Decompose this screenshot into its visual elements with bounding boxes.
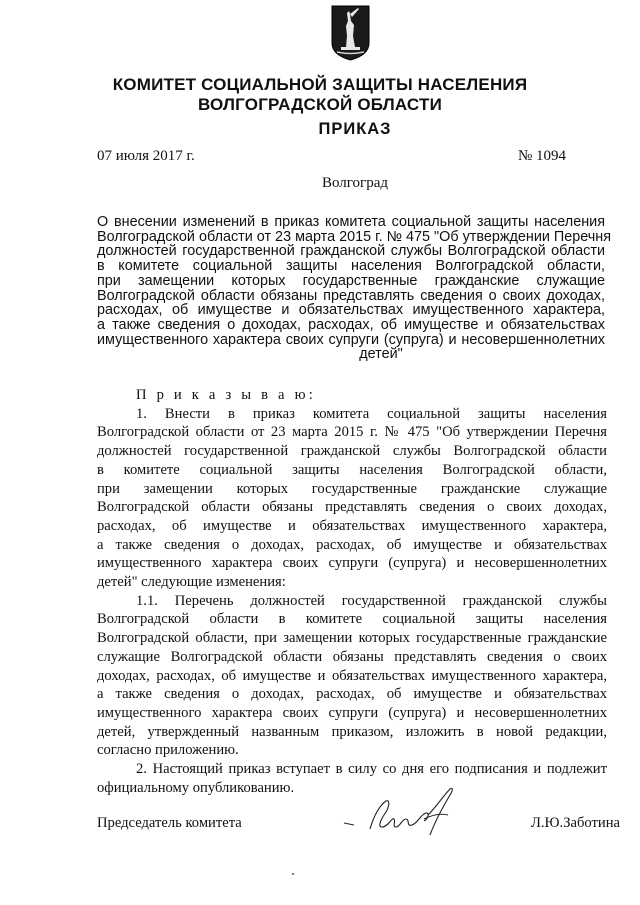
subject-line: расходах, об имуществе и обязательствах имущественного характера,	[97, 302, 605, 319]
paragraph-1-line: имущественного характера своих супруги (супруга) и несовершеннолетних	[97, 555, 607, 572]
document-date: 07 июля 2017 г.	[97, 148, 195, 164]
paragraph-1-line: в комитете социальной защиты населения Волгоградской области,	[97, 461, 607, 478]
paragraph-1-line: расходах, об имуществе и обязательствах имущественного характера,	[97, 517, 607, 534]
subject-line: детей"	[359, 346, 403, 363]
organization-name-line1: КОМИТЕТ СОЦИАЛЬНОЙ ЗАЩИТЫ НАСЕЛЕНИЯ	[112, 75, 528, 94]
subject-line: имущественного характера своих супруги (супруга) и несовершеннолетних	[97, 331, 605, 348]
handwritten-signature	[340, 785, 470, 840]
subject-line: при замещении которых государственные гражданские служащие	[97, 272, 605, 289]
document-body	[97, 386, 607, 797]
subject-line: Волгоградской области обязаны представлять сведения о своих доходах,	[97, 287, 605, 304]
paragraph-1-line: Волгоградской области обязаны представлять сведения о своих доходах,	[97, 499, 607, 516]
subject-line: Волгоградской области от 23 марта 2015 г. № 475 "Об утверждении Перечня	[97, 228, 612, 245]
subject-line: должностей государственной гражданской службы Волгоградской области	[97, 243, 605, 260]
paragraph-1-1-line: согласно приложению.	[97, 742, 239, 759]
paragraph-1-line: при замещении которых государственные гражданские служащие	[97, 480, 607, 497]
scan-speck	[292, 873, 294, 875]
paragraph-1-1-line: 1.1. Перечень должностей государственной гражданской службы	[136, 592, 607, 609]
order-word: П р и к а з ы в а ю:	[136, 387, 316, 403]
document-subject	[97, 214, 612, 363]
paragraph-1-line: должностей государственной гражданской службы Волгоградской области	[97, 443, 607, 460]
paragraph-1-line: а также сведения о доходах, расходах, об имуществе и обязательствах	[97, 536, 607, 553]
document-type-title: ПРИКАЗ	[318, 120, 392, 138]
paragraph-1-line: детей" следующие изменения:	[97, 574, 286, 591]
subject-line: в комитете социальной защиты населения Волгоградской области,	[97, 258, 605, 275]
organization-name-line2: ВОЛГОГРАДСКОЙ ОБЛАСТИ	[198, 95, 442, 114]
paragraph-2-line: 2. Настоящий приказ вступает в силу со дня его подписания и подлежит	[136, 761, 607, 778]
signatory-name: Л.Ю.Заботина	[531, 815, 620, 831]
paragraph-2-line: официальному опубликованию.	[97, 779, 295, 796]
paragraph-1-1-line: Волгоградской области в комитете социальной защиты населения	[97, 611, 607, 628]
document-number: № 1094	[518, 148, 567, 164]
paragraph-1-1-line: а также сведения о доходах, расходах, об имуществе и обязательствах	[97, 686, 607, 703]
document-city: Волгоград	[321, 175, 388, 191]
paragraph-1-1-line: доходах, расходах, об имуществе и обязательствах имущественного характера,	[97, 667, 607, 684]
paragraph-1-1-line: служащие Волгоградской области обязаны представлять сведения о своих	[97, 648, 607, 665]
paragraph-1-1-line: Волгоградской области, при замещении которых государственные гражданские	[97, 630, 607, 647]
paragraph-1-1-line: имущественного характера своих супруги (супруга) и несовершеннолетних	[97, 704, 607, 721]
paragraph-1-line: Волгоградской области от 23 марта 2015 г. № 475 "Об утверждении Перечня	[97, 424, 607, 441]
volgograd-coat-of-arms-icon	[331, 5, 370, 61]
subject-line: а также сведения о доходах, расходах, об имуществе и обязательствах	[97, 316, 605, 333]
paragraph-1-1-line: детей, утвержденный названным приказом, изложить в новой редакции,	[97, 723, 607, 740]
signatory-position: Председатель комитета	[97, 815, 242, 831]
paragraph-1-line: 1. Внести в приказ комитета социальной защиты населения	[136, 405, 607, 422]
subject-line: О внесении изменений в приказ комитета социальной защиты населения	[97, 214, 605, 230]
